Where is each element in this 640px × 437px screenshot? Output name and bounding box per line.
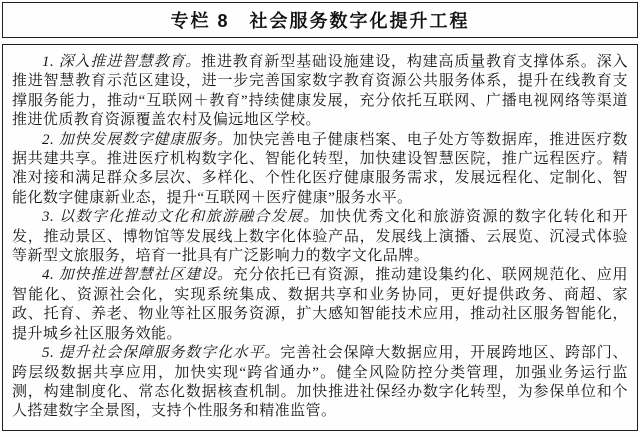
paragraph-1-lead: 1. 深入推进智慧教育。 bbox=[42, 54, 202, 70]
paragraph-2-lead: 2. 加快发展数字健康服务。 bbox=[42, 131, 233, 148]
paragraph-3-text: 加快优秀文化和旅游资源的数字化转化和开发，推动景区、博物馆等发展线上数字化体验产品，发展线上演播、云展览、沉浸式体验等新型文旅服务，培育一批具有广泛影响力的数字文化品牌。 bbox=[12, 209, 628, 265]
paragraph-5-social-security bbox=[12, 344, 628, 422]
paragraph-3-culture-tourism bbox=[12, 208, 628, 266]
paragraph-4-smart-community bbox=[12, 266, 628, 344]
paragraph-5-text: 完善社会保障大数据应用，开展跨地区、跨部门、跨层级数据共享应用，加快实现“跨省通办”。健全风险防控分类管理，加强业务运行监测，构建制度化、常态化数据核查机制。加快推进社保经办数字化转型，为参保单位和个人搭建数字全景图，支持个性服务和精准监管。 bbox=[12, 345, 629, 420]
paragraph-1-smart-education bbox=[12, 53, 628, 131]
paragraph-1-text: 推进教育新型基础设施建设，构建高质量教育支撑体系。深入推进智慧教育示范区建设，进一步完善国家数字教育资源公共服务体系，提升在线教育支撑服务能力，推动“互联网＋教育”持续健康发展，充分依托互联网、广播电视网络等渠道推进优质教育资源覆盖农村及偏远地区学校。 bbox=[12, 54, 628, 129]
panel-title: 专栏 8 社会服务数字化提升工程 bbox=[170, 11, 470, 31]
paragraph-4-lead: 4. 加快推进智慧社区建设。 bbox=[42, 267, 233, 284]
paragraph-2-text: 加快完善电子健康档案、电子处方等数据库，推进医疗数据共建共享。推进医疗机构数字化、智能化转型，加快建设智慧医院，推广远程医疗。精准对接和满足群众多层次、多样化、个性化医疗健康服务需求，发展远程化、定制化、智能化数字健康新业态，提升“互联网＋医疗健康”服务水平。 bbox=[12, 131, 628, 206]
panel-title-box bbox=[2, 2, 638, 38]
paragraph-3-lead: 3. 以数字化推动文化和旅游融合发展。 bbox=[42, 209, 320, 226]
paragraph-2-digital-health bbox=[12, 131, 628, 209]
paragraph-4-text: 充分依托已有资源，推动建设集约化、联网规范化、应用智能化、资源社会化，实现系统集成、数据共享和业务协同，更好提供政务、商超、家政、托育、养老、物业等社区服务资源，扩大感知智能技术应用，推动社区服务智能化，提升城乡社区服务效能。 bbox=[12, 267, 628, 342]
paragraph-5-lead: 5. 提升社会保障服务数字化水平。 bbox=[42, 345, 281, 362]
panel-body-box bbox=[2, 44, 638, 431]
